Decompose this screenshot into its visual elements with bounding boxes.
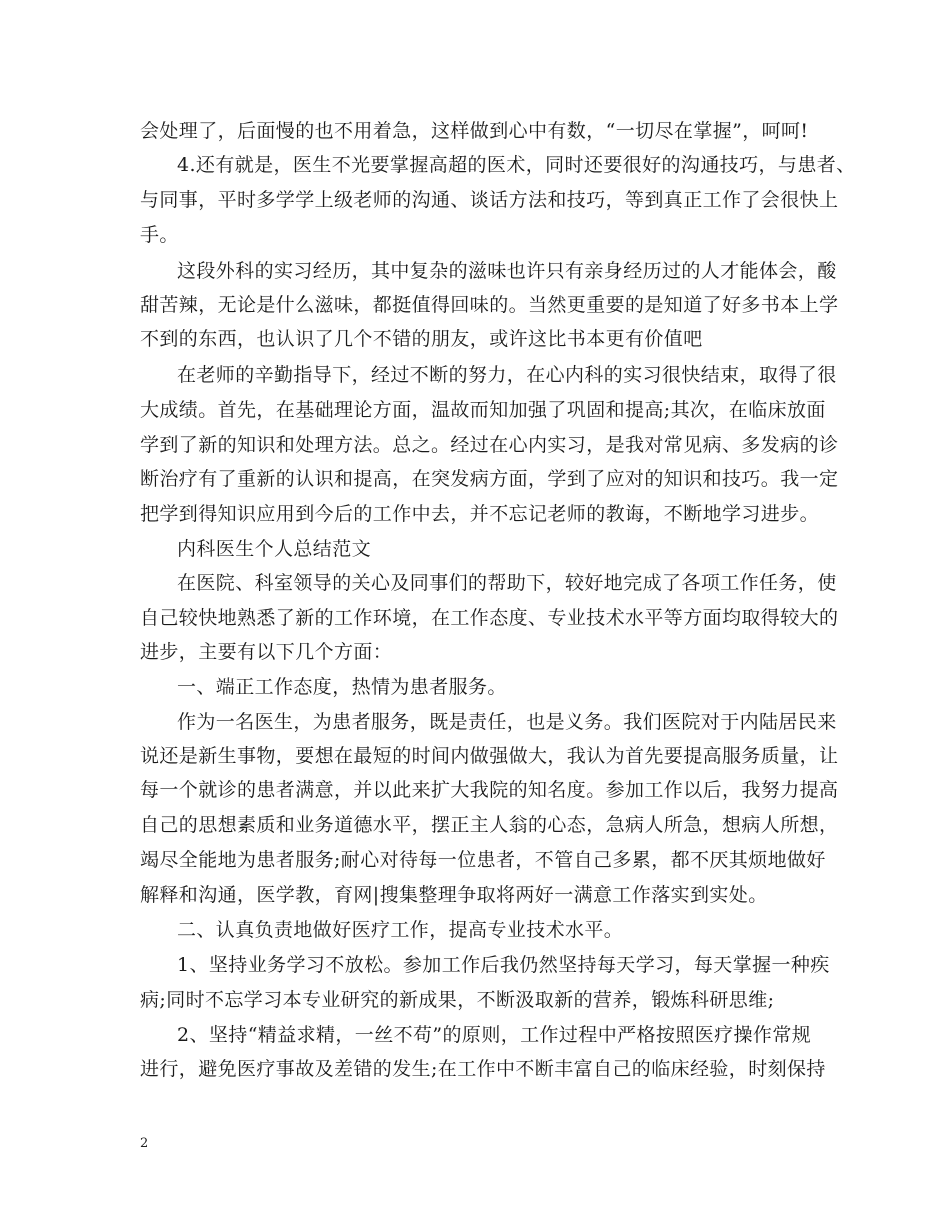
text-line: 不到的东西，也认识了几个不错的朋友，或许这比书本更有价值吧 bbox=[140, 328, 703, 350]
text-line: 断治疗有了重新的认识和提高，在突发病方面，学到了应对的知识和技巧。我一定 bbox=[140, 468, 839, 490]
section-title: 内科医生个人总结范文 bbox=[177, 538, 372, 560]
text-line: 在老师的辛勤指导下，经过不断的努力，在心内科的实习很快结束，取得了很 bbox=[177, 364, 837, 386]
text-line: 这段外科的实习经历，其中复杂的滋味也许只有亲身经历过的人才能体会，酸 bbox=[177, 260, 837, 282]
text-line: 4.还有就是，医生不光要掌握高超的医术，同时还要很好的沟通技巧，与患者、 bbox=[177, 154, 856, 176]
text-line: 把学到得知识应用到今后的工作中去，并不忘记老师的教诲，不断地学习进步。 bbox=[140, 503, 820, 525]
text-line: 1、坚持业务学习不放松。参加工作后我仍然坚持每天学习，每天掌握一种疾 bbox=[177, 954, 830, 976]
section-heading: 二、认真负责地做好医疗工作，提高专业技术水平。 bbox=[177, 919, 624, 941]
text-line: 大成绩。首先，在基础理论方面，温故而知加强了巩固和提高;其次，在临床放面 bbox=[140, 399, 826, 421]
section-heading: 一、端正工作态度，热情为患者服务。 bbox=[177, 676, 507, 698]
text-line: 手。 bbox=[140, 224, 179, 246]
text-line: 会处理了，后面慢的也不用着急，这样做到心中有数，“一切尽在掌握”，呵呵! bbox=[140, 120, 809, 142]
text-line: 病;同时不忘学习本专业研究的新成果，不断汲取新的营养，锻炼科研思维; bbox=[140, 989, 775, 1011]
text-line: 解释和沟通，医学教，育网|搜集整理争取将两好一满意工作落实到实处。 bbox=[140, 884, 768, 906]
page-number: 2 bbox=[140, 1136, 149, 1151]
text-line: 进行，避免医疗事故及差错的发生;在工作中不断丰富自己的临床经验，时刻保持 bbox=[140, 1058, 826, 1080]
text-line: 说还是新生事物，要想在最短的时间内做强做大，我认为首先要提高服务质量，让 bbox=[140, 745, 839, 767]
text-line: 在医院、科室领导的关心及同事们的帮助下，较好地完成了各项工作任务，使 bbox=[177, 572, 837, 594]
text-line: 进步，主要有以下几个方面： bbox=[140, 641, 393, 663]
text-line: 与同事，平时多学学上级老师的沟通、谈话方法和技巧，等到真正工作了会很快上 bbox=[140, 189, 839, 211]
text-line: 甜苦辣，无论是什么滋味，都挺值得回味的。当然更重要的是知道了好多书本上学 bbox=[140, 294, 839, 316]
text-line: 作为一名医生，为患者服务，既是责任，也是义务。我们医院对于内陆居民来 bbox=[177, 711, 837, 733]
text-line: 学到了新的知识和处理方法。总之。经过在心内实习，是我对常见病、多发病的诊 bbox=[140, 434, 839, 456]
text-line: 自己较快地熟悉了新的工作环境，在工作态度、专业技术水平等方面均取得较大的 bbox=[140, 607, 839, 629]
text-line: 竭尽全能地为患者服务;耐心对待每一位患者，不管自己多累，都不厌其烦地做好 bbox=[140, 849, 826, 871]
text-line: 自己的思想素质和业务道德水平，摆正主人翁的心态，急病人所急，想病人所想， bbox=[140, 814, 839, 836]
text-line: 每一个就诊的患者满意，并以此来扩大我院的知名度。参加工作以后，我努力提高 bbox=[140, 779, 839, 801]
text-line: 2、坚持“精益求精，一丝不苟”的原则，工作过程中严格按照医疗操作常规 bbox=[177, 1024, 812, 1046]
